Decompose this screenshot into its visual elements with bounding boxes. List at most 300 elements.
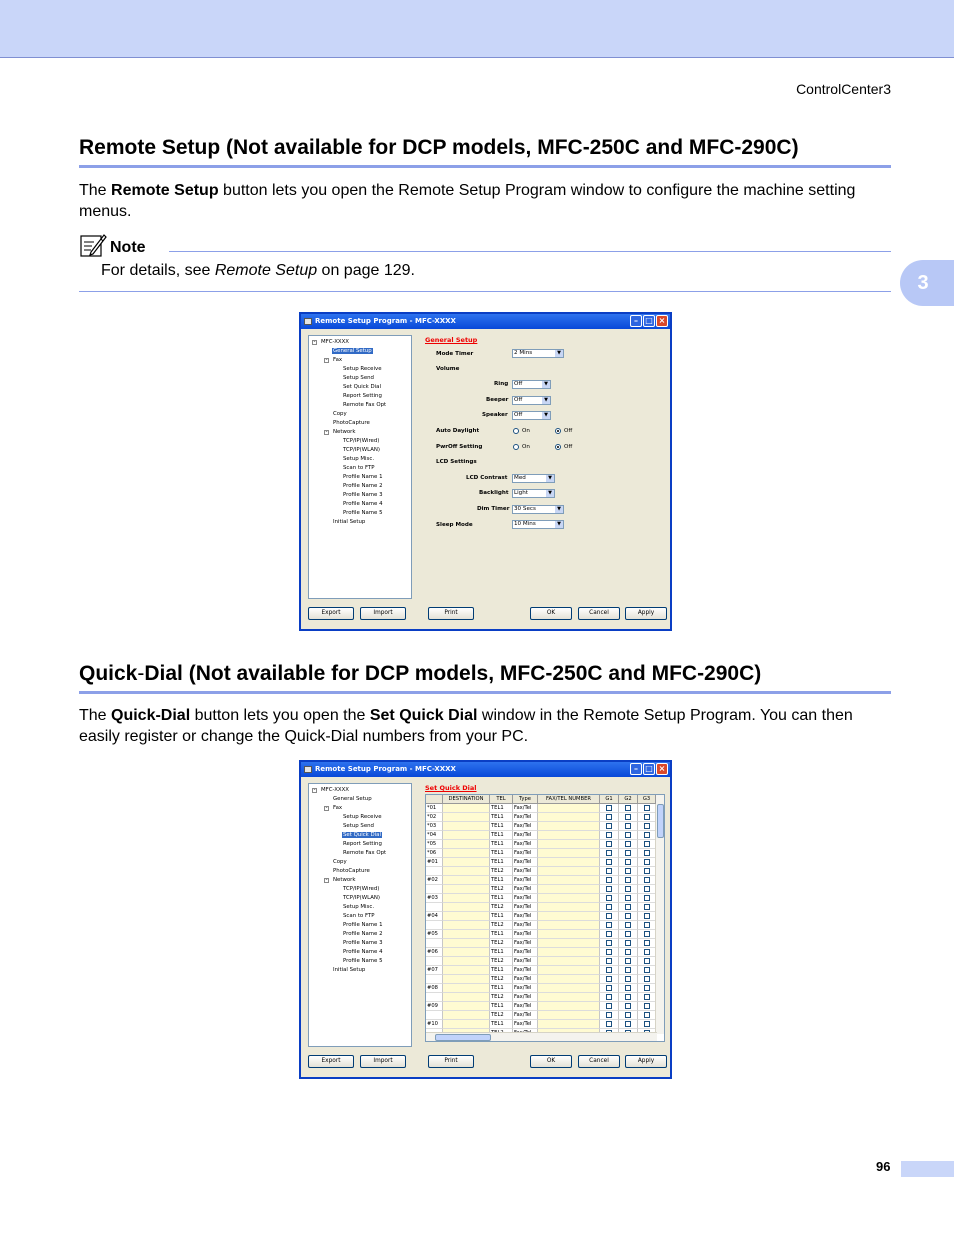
grid-cell[interactable]: [600, 948, 619, 957]
import-button[interactable]: Import: [360, 607, 406, 620]
grid-cell[interactable]: [638, 831, 656, 840]
grid-cell[interactable]: [443, 939, 490, 948]
group-checkbox[interactable]: [625, 985, 631, 991]
grid-cell[interactable]: TEL2: [490, 1011, 513, 1020]
group-checkbox[interactable]: [606, 814, 612, 820]
grid-cell[interactable]: [443, 993, 490, 1002]
tree-item[interactable]: [311, 500, 409, 509]
grid-cell[interactable]: TEL2: [490, 939, 513, 948]
grid-cell[interactable]: [619, 804, 638, 813]
group-checkbox[interactable]: [606, 949, 612, 955]
group-checkbox[interactable]: [644, 949, 650, 955]
group-checkbox[interactable]: [625, 904, 631, 910]
table-row[interactable]: [426, 1011, 656, 1020]
grid-cell[interactable]: [638, 966, 656, 975]
table-row[interactable]: [426, 993, 656, 1002]
grid-cell[interactable]: [538, 1011, 600, 1020]
tree-item[interactable]: [311, 365, 409, 374]
mode-timer-select[interactable]: [512, 349, 564, 358]
horizontal-scrollbar[interactable]: [426, 1032, 657, 1041]
group-checkbox[interactable]: [606, 850, 612, 856]
grid-cell[interactable]: [538, 876, 600, 885]
grid-cell[interactable]: Fax/Tel: [513, 993, 538, 1002]
grid-cell[interactable]: [619, 966, 638, 975]
grid-cell[interactable]: [600, 822, 619, 831]
group-checkbox[interactable]: [625, 841, 631, 847]
grid-cell[interactable]: [619, 984, 638, 993]
group-checkbox[interactable]: [644, 823, 650, 829]
grid-cell[interactable]: TEL1: [490, 1020, 513, 1029]
group-checkbox[interactable]: [644, 850, 650, 856]
grid-cell[interactable]: #03: [426, 894, 443, 903]
grid-cell[interactable]: [443, 894, 490, 903]
grid-cell[interactable]: [619, 1002, 638, 1011]
grid-cell[interactable]: [619, 858, 638, 867]
group-checkbox[interactable]: [644, 1021, 650, 1027]
group-checkbox[interactable]: [606, 904, 612, 910]
grid-cell[interactable]: [619, 840, 638, 849]
group-checkbox[interactable]: [625, 1012, 631, 1018]
grid-cell[interactable]: TEL2: [490, 867, 513, 876]
grid-cell[interactable]: TEL1: [490, 894, 513, 903]
collapse-toggle-icon[interactable]: -: [325, 357, 328, 363]
tree-item[interactable]: [311, 921, 409, 930]
grid-cell[interactable]: [443, 876, 490, 885]
group-checkbox[interactable]: [644, 877, 650, 883]
grid-cell[interactable]: [426, 957, 443, 966]
cancel-button[interactable]: Cancel: [578, 1055, 620, 1068]
grid-cell[interactable]: [600, 840, 619, 849]
grid-cell[interactable]: #10: [426, 1020, 443, 1029]
group-checkbox[interactable]: [606, 967, 612, 973]
tree-item[interactable]: [311, 491, 409, 500]
tree-item[interactable]: [311, 374, 409, 383]
tree-item[interactable]: [311, 867, 409, 876]
group-checkbox[interactable]: [625, 877, 631, 883]
grid-cell[interactable]: [619, 903, 638, 912]
grid-cell[interactable]: Fax/Tel: [513, 930, 538, 939]
group-checkbox[interactable]: [625, 958, 631, 964]
grid-cell[interactable]: TEL: [490, 795, 513, 804]
grid-cell[interactable]: TEL1: [490, 813, 513, 822]
maximize-icon[interactable]: □: [643, 315, 655, 327]
tree-item[interactable]: [311, 437, 409, 446]
group-checkbox[interactable]: [625, 1021, 631, 1027]
group-checkbox[interactable]: [606, 922, 612, 928]
grid-cell[interactable]: [426, 903, 443, 912]
grid-cell[interactable]: TEL1: [490, 930, 513, 939]
tree-item[interactable]: [311, 482, 409, 491]
grid-cell[interactable]: Fax/Tel: [513, 858, 538, 867]
grid-cell[interactable]: *02: [426, 813, 443, 822]
grid-cell[interactable]: Fax/Tel: [513, 966, 538, 975]
grid-cell[interactable]: [638, 912, 656, 921]
grid-cell[interactable]: [443, 921, 490, 930]
grid-cell[interactable]: [638, 957, 656, 966]
grid-cell[interactable]: [619, 876, 638, 885]
grid-cell[interactable]: TEL1: [490, 966, 513, 975]
group-checkbox[interactable]: [625, 805, 631, 811]
table-row[interactable]: [426, 948, 656, 957]
grid-cell[interactable]: [426, 939, 443, 948]
grid-cell[interactable]: [443, 831, 490, 840]
group-checkbox[interactable]: [644, 895, 650, 901]
grid-cell[interactable]: Fax/Tel: [513, 903, 538, 912]
grid-cell[interactable]: [538, 822, 600, 831]
tree-item[interactable]: [311, 401, 409, 410]
grid-cell[interactable]: [538, 831, 600, 840]
grid-cell[interactable]: [600, 993, 619, 1002]
grid-cell[interactable]: [538, 993, 600, 1002]
grid-cell[interactable]: [638, 903, 656, 912]
grid-cell[interactable]: Fax/Tel: [513, 867, 538, 876]
grid-cell[interactable]: [619, 957, 638, 966]
grid-cell[interactable]: *05: [426, 840, 443, 849]
grid-cell[interactable]: [600, 957, 619, 966]
cancel-button[interactable]: Cancel: [578, 607, 620, 620]
table-row[interactable]: [426, 966, 656, 975]
grid-cell[interactable]: Fax/Tel: [513, 912, 538, 921]
grid-cell[interactable]: TEL1: [490, 948, 513, 957]
grid-cell[interactable]: Type: [513, 795, 538, 804]
table-row[interactable]: [426, 840, 656, 849]
group-checkbox[interactable]: [625, 967, 631, 973]
grid-cell[interactable]: [600, 867, 619, 876]
tree-item[interactable]: [311, 804, 409, 813]
grid-cell[interactable]: [538, 921, 600, 930]
grid-cell[interactable]: Fax/Tel: [513, 1002, 538, 1011]
pwroff-on-radio[interactable]: [513, 444, 519, 450]
group-checkbox[interactable]: [625, 949, 631, 955]
grid-cell[interactable]: [638, 993, 656, 1002]
tree-item[interactable]: [311, 885, 409, 894]
group-checkbox[interactable]: [625, 994, 631, 1000]
tree-item[interactable]: [311, 939, 409, 948]
grid-cell[interactable]: TEL1: [490, 831, 513, 840]
tree-item[interactable]: [311, 849, 409, 858]
grid-cell[interactable]: TEL2: [490, 885, 513, 894]
group-checkbox[interactable]: [625, 886, 631, 892]
grid-cell[interactable]: FAX/TEL NUMBER: [538, 795, 600, 804]
tree-item[interactable]: [311, 903, 409, 912]
apply-button[interactable]: Apply: [625, 607, 667, 620]
tree-item[interactable]: [311, 410, 409, 419]
grid-cell[interactable]: G2: [619, 795, 638, 804]
grid-cell[interactable]: TEL1: [490, 849, 513, 858]
group-checkbox[interactable]: [606, 832, 612, 838]
grid-cell[interactable]: *06: [426, 849, 443, 858]
grid-cell[interactable]: G1: [600, 795, 619, 804]
grid-cell[interactable]: [538, 894, 600, 903]
grid-cell[interactable]: Fax/Tel: [513, 975, 538, 984]
speaker-select[interactable]: [512, 411, 551, 420]
tree-item[interactable]: [311, 428, 409, 437]
group-checkbox[interactable]: [625, 850, 631, 856]
collapse-toggle-icon[interactable]: -: [313, 339, 316, 345]
minimize-icon[interactable]: –: [630, 315, 642, 327]
grid-cell[interactable]: [443, 930, 490, 939]
scroll-thumb[interactable]: [435, 1034, 491, 1041]
grid-cell[interactable]: Fax/Tel: [513, 1011, 538, 1020]
vertical-scrollbar[interactable]: [655, 795, 664, 1034]
group-checkbox[interactable]: [606, 940, 612, 946]
settings-tree[interactable]: [308, 783, 412, 1047]
grid-cell[interactable]: [638, 840, 656, 849]
grid-cell[interactable]: [600, 1002, 619, 1011]
grid-cell[interactable]: Fax/Tel: [513, 840, 538, 849]
grid-cell[interactable]: [619, 975, 638, 984]
group-checkbox[interactable]: [625, 895, 631, 901]
grid-cell[interactable]: #05: [426, 930, 443, 939]
table-row[interactable]: [426, 912, 656, 921]
tree-item[interactable]: [311, 912, 409, 921]
grid-cell[interactable]: [538, 948, 600, 957]
ring-select[interactable]: [512, 380, 551, 389]
grid-cell[interactable]: Fax/Tel: [513, 813, 538, 822]
grid-cell[interactable]: [538, 903, 600, 912]
grid-cell[interactable]: [538, 1002, 600, 1011]
grid-cell[interactable]: Fax/Tel: [513, 948, 538, 957]
scroll-thumb[interactable]: [657, 804, 664, 838]
maximize-icon[interactable]: □: [643, 763, 655, 775]
group-checkbox[interactable]: [644, 985, 650, 991]
table-row[interactable]: [426, 876, 656, 885]
group-checkbox[interactable]: [644, 1012, 650, 1018]
group-checkbox[interactable]: [625, 922, 631, 928]
grid-cell[interactable]: [638, 984, 656, 993]
table-row[interactable]: [426, 831, 656, 840]
table-row[interactable]: [426, 858, 656, 867]
grid-cell[interactable]: TEL2: [490, 957, 513, 966]
group-checkbox[interactable]: [625, 976, 631, 982]
table-row[interactable]: [426, 921, 656, 930]
table-row[interactable]: [426, 849, 656, 858]
group-checkbox[interactable]: [625, 940, 631, 946]
settings-tree[interactable]: [308, 335, 412, 599]
grid-cell[interactable]: [443, 1020, 490, 1029]
tree-item[interactable]: [311, 795, 409, 804]
group-checkbox[interactable]: [606, 823, 612, 829]
grid-cell[interactable]: [619, 939, 638, 948]
sleep-mode-select[interactable]: [512, 520, 564, 529]
grid-cell[interactable]: TEL2: [490, 993, 513, 1002]
close-icon[interactable]: ×: [656, 763, 668, 775]
grid-cell[interactable]: [443, 867, 490, 876]
grid-cell[interactable]: [619, 894, 638, 903]
group-checkbox[interactable]: [625, 913, 631, 919]
table-row[interactable]: [426, 930, 656, 939]
grid-cell[interactable]: [600, 858, 619, 867]
grid-cell[interactable]: [538, 930, 600, 939]
grid-cell[interactable]: TEL1: [490, 984, 513, 993]
tree-item[interactable]: [311, 840, 409, 849]
grid-cell[interactable]: [600, 921, 619, 930]
group-checkbox[interactable]: [644, 1003, 650, 1009]
tree-item[interactable]: [311, 473, 409, 482]
grid-cell[interactable]: [443, 1011, 490, 1020]
grid-cell[interactable]: [619, 867, 638, 876]
grid-cell[interactable]: *03: [426, 822, 443, 831]
import-button[interactable]: Import: [360, 1055, 406, 1068]
grid-cell[interactable]: #01: [426, 858, 443, 867]
group-checkbox[interactable]: [625, 1003, 631, 1009]
grid-cell[interactable]: [538, 975, 600, 984]
group-checkbox[interactable]: [606, 859, 612, 865]
grid-cell[interactable]: [538, 840, 600, 849]
group-checkbox[interactable]: [625, 868, 631, 874]
grid-cell[interactable]: [619, 822, 638, 831]
group-checkbox[interactable]: [644, 931, 650, 937]
grid-cell[interactable]: [538, 912, 600, 921]
tree-item[interactable]: [311, 464, 409, 473]
grid-cell[interactable]: [443, 966, 490, 975]
grid-cell[interactable]: [538, 867, 600, 876]
tree-item[interactable]: [311, 455, 409, 464]
group-checkbox[interactable]: [606, 994, 612, 1000]
group-checkbox[interactable]: [606, 1021, 612, 1027]
grid-cell[interactable]: [619, 831, 638, 840]
pwroff-off-radio[interactable]: [555, 444, 561, 450]
group-checkbox[interactable]: [644, 832, 650, 838]
collapse-toggle-icon[interactable]: -: [325, 429, 328, 435]
grid-cell[interactable]: [443, 984, 490, 993]
group-checkbox[interactable]: [606, 1003, 612, 1009]
group-checkbox[interactable]: [606, 877, 612, 883]
grid-cell[interactable]: TEL1: [490, 804, 513, 813]
grid-cell[interactable]: [619, 1011, 638, 1020]
grid-cell[interactable]: [600, 876, 619, 885]
grid-cell[interactable]: Fax/Tel: [513, 885, 538, 894]
ok-button[interactable]: OK: [530, 607, 572, 620]
table-row[interactable]: [426, 813, 656, 822]
grid-cell[interactable]: [619, 912, 638, 921]
grid-cell[interactable]: [426, 1011, 443, 1020]
grid-cell[interactable]: Fax/Tel: [513, 831, 538, 840]
table-row[interactable]: [426, 975, 656, 984]
grid-cell[interactable]: #04: [426, 912, 443, 921]
auto-daylight-on-radio[interactable]: [513, 428, 519, 434]
grid-cell[interactable]: [638, 858, 656, 867]
grid-cell[interactable]: [619, 849, 638, 858]
table-row[interactable]: [426, 1002, 656, 1011]
grid-cell[interactable]: [426, 993, 443, 1002]
grid-cell[interactable]: [619, 930, 638, 939]
grid-cell[interactable]: [443, 849, 490, 858]
grid-cell[interactable]: [443, 885, 490, 894]
group-checkbox[interactable]: [606, 805, 612, 811]
grid-cell[interactable]: [638, 1020, 656, 1029]
table-row[interactable]: [426, 867, 656, 876]
group-checkbox[interactable]: [644, 904, 650, 910]
grid-cell[interactable]: *01: [426, 804, 443, 813]
grid-cell[interactable]: [443, 822, 490, 831]
group-checkbox[interactable]: [606, 868, 612, 874]
group-checkbox[interactable]: [644, 814, 650, 820]
tree-item[interactable]: [311, 356, 409, 365]
grid-cell[interactable]: [619, 1020, 638, 1029]
grid-cell[interactable]: [538, 984, 600, 993]
grid-cell[interactable]: [426, 975, 443, 984]
collapse-toggle-icon[interactable]: -: [325, 805, 328, 811]
grid-cell[interactable]: [443, 813, 490, 822]
grid-cell[interactable]: [600, 831, 619, 840]
grid-cell[interactable]: [600, 849, 619, 858]
group-checkbox[interactable]: [606, 895, 612, 901]
backlight-select[interactable]: [512, 489, 555, 498]
group-checkbox[interactable]: [606, 931, 612, 937]
grid-cell[interactable]: [443, 1002, 490, 1011]
grid-cell[interactable]: Fax/Tel: [513, 984, 538, 993]
grid-cell[interactable]: TEL2: [490, 921, 513, 930]
grid-cell[interactable]: TEL1: [490, 876, 513, 885]
group-checkbox[interactable]: [606, 886, 612, 892]
grid-cell[interactable]: [619, 948, 638, 957]
grid-cell[interactable]: [600, 813, 619, 822]
group-checkbox[interactable]: [625, 823, 631, 829]
grid-cell[interactable]: [600, 930, 619, 939]
collapse-toggle-icon[interactable]: -: [325, 877, 328, 883]
tree-item[interactable]: [311, 338, 409, 347]
tree-item[interactable]: [311, 383, 409, 392]
tree-item[interactable]: [311, 518, 409, 527]
grid-cell[interactable]: [443, 948, 490, 957]
grid-cell[interactable]: [638, 822, 656, 831]
grid-cell[interactable]: [600, 939, 619, 948]
note-cross-reference[interactable]: Remote Setup: [214, 262, 318, 279]
tree-item[interactable]: [311, 966, 409, 975]
print-button[interactable]: Print: [428, 1055, 474, 1068]
grid-cell[interactable]: [538, 849, 600, 858]
grid-cell[interactable]: [638, 894, 656, 903]
tree-item[interactable]: [311, 446, 409, 455]
grid-cell[interactable]: [443, 840, 490, 849]
grid-cell[interactable]: [600, 1020, 619, 1029]
grid-cell[interactable]: #09: [426, 1002, 443, 1011]
grid-cell[interactable]: [600, 984, 619, 993]
grid-cell[interactable]: [600, 804, 619, 813]
group-checkbox[interactable]: [644, 976, 650, 982]
grid-cell[interactable]: [638, 921, 656, 930]
grid-cell[interactable]: [538, 885, 600, 894]
table-row[interactable]: [426, 903, 656, 912]
group-checkbox[interactable]: [606, 913, 612, 919]
grid-cell[interactable]: *04: [426, 831, 443, 840]
group-checkbox[interactable]: [644, 958, 650, 964]
group-checkbox[interactable]: [625, 832, 631, 838]
grid-cell[interactable]: [638, 813, 656, 822]
grid-cell[interactable]: [443, 903, 490, 912]
grid-cell[interactable]: Fax/Tel: [513, 1020, 538, 1029]
grid-cell[interactable]: Fax/Tel: [513, 921, 538, 930]
group-checkbox[interactable]: [606, 985, 612, 991]
table-row[interactable]: [426, 822, 656, 831]
grid-cell[interactable]: [426, 795, 443, 804]
grid-cell[interactable]: [538, 957, 600, 966]
group-checkbox[interactable]: [644, 805, 650, 811]
table-row[interactable]: [426, 1020, 656, 1029]
grid-cell[interactable]: [443, 804, 490, 813]
group-checkbox[interactable]: [644, 868, 650, 874]
table-row[interactable]: [426, 894, 656, 903]
grid-cell[interactable]: [638, 885, 656, 894]
grid-cell[interactable]: [638, 948, 656, 957]
minimize-icon[interactable]: –: [630, 763, 642, 775]
group-checkbox[interactable]: [644, 841, 650, 847]
quick-dial-grid[interactable]: [425, 794, 665, 1042]
grid-cell[interactable]: [600, 894, 619, 903]
grid-cell[interactable]: [538, 804, 600, 813]
grid-cell[interactable]: TEL1: [490, 822, 513, 831]
